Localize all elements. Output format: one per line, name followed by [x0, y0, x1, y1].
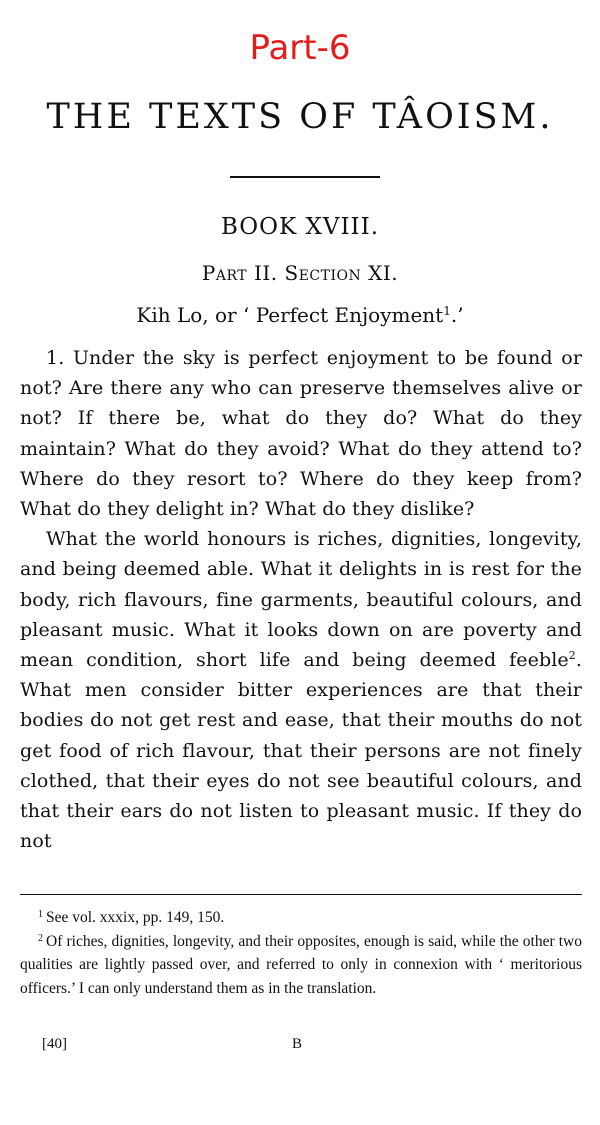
part-label: Part-6 — [249, 28, 351, 68]
footnote-1-text: See vol. xxxix, pp. 149, 150. — [46, 909, 225, 926]
book-heading: BOOK XVIII. — [220, 214, 380, 240]
footnotes — [20, 906, 582, 1000]
footnote-1 — [20, 906, 582, 930]
title-divider — [230, 176, 380, 178]
paragraph-2-note-ref: 2 — [568, 649, 576, 663]
footnote-1-mark: 1 — [38, 909, 43, 920]
footnote-2 — [20, 930, 582, 1001]
paragraph-2-text-a: What the world honours is riches, dignities, longevity, and being deemed able. What it delights in is rest for the body, rich flavours, fine garments, beautiful colours, and pleasant music. What it looks down on are poverty and mean condition, short life and being deemed feeble — [20, 528, 582, 672]
chapter-title: Kih Lo, or ‘ Perfect Enjoyment — [136, 303, 444, 327]
paragraph-2-text-b: . What men consider bitter experiences are that their bodies do not get rest and ease, that their mouths do not get food of rich flavour, that their persons are not finely clothed, that their eyes do not see beautiful colours, and that their ears do not listen to pleasant music. If they do not — [20, 649, 582, 853]
page-number: [40] — [42, 1036, 67, 1052]
footnote-2-text: Of riches, dignities, longevity, and their opposites, enough is said, while the other two qualities are lightly passed over, and referred to only in connexion with ‘ meritorious officers.’ I can only understand them as in the translation. — [20, 932, 582, 997]
chapter-note-ref: 1 — [443, 304, 451, 318]
paragraph-2 — [20, 524, 582, 856]
footnote-2-mark: 2 — [38, 932, 43, 944]
body-text — [20, 343, 582, 856]
chapter-title-suffix: .’ — [450, 303, 464, 327]
paragraph-1: 1. Under the sky is perfect enjoyment to be found or not? Are there any who can preserve themselves alive or not? If there be, what do they do? What do they maintain? What do they avoid? What do they attend to? Where do they resort to? Where do they keep from? What do they delight in? What do they dislike? — [20, 347, 582, 521]
footnote-divider — [20, 894, 582, 895]
page-title: THE TEXTS OF TÂOISM. — [46, 97, 554, 137]
section-heading: Part II. Section XI. — [201, 261, 399, 285]
chapter-heading — [0, 301, 600, 329]
signature-mark: B — [292, 1036, 303, 1052]
